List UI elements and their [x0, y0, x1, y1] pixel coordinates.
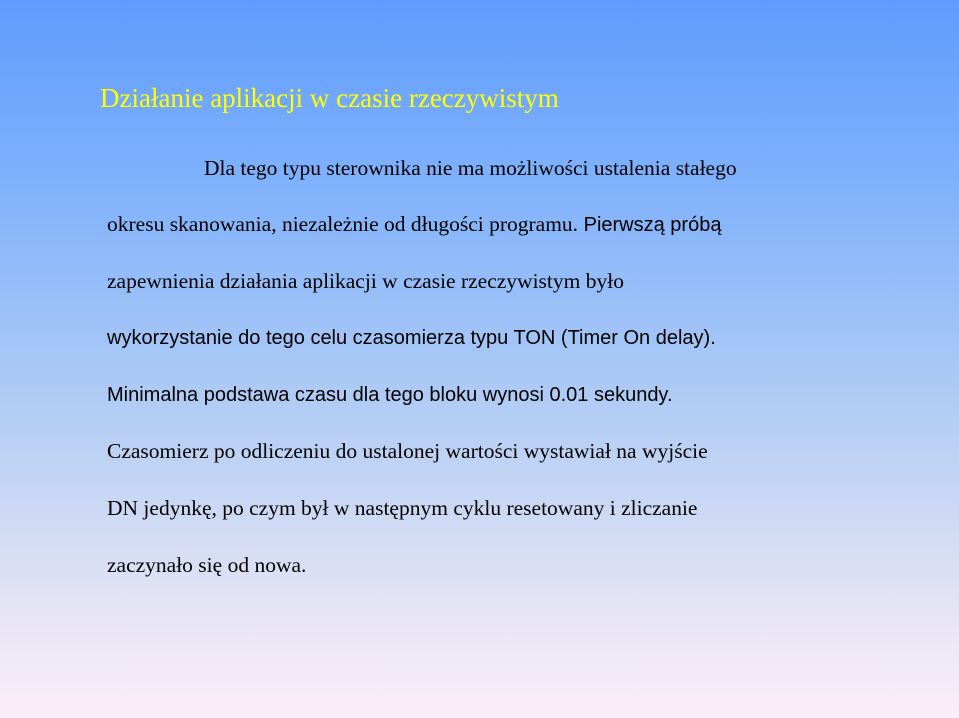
paragraph-line-7 [107, 494, 697, 522]
paragraph-line-1 [204, 154, 737, 182]
text-run: DN jedynkę, po czym był w następnym cyklu resetowany i zliczanie [107, 496, 698, 520]
text-run: okresu skanowania, niezależnie od długości programu. [107, 212, 579, 236]
text-run: zaczynało się od nowa. [107, 553, 307, 577]
paragraph-line-4 [107, 324, 716, 352]
paragraph-line-8 [107, 551, 306, 579]
text-run: zapewnienia działania aplikacji w czasie rzeczywistym było [107, 269, 624, 293]
slide-title: Działanie aplikacji w czasie rzeczywistym [100, 83, 559, 113]
text-run: Czasomierz po odliczeniu do ustalonej wartości wystawiał na wyjście [107, 439, 708, 463]
text-run: Minimalna podstawa czasu dla tego bloku wynosi 0.01 sekundy. [107, 384, 673, 406]
text-run: wykorzystanie do tego celu czasomierza typu TON (Timer On delay). [107, 327, 716, 349]
text-run: Dla tego typu sterownika nie ma możliwości ustalenia stałego [204, 156, 737, 180]
paragraph-line-5 [107, 381, 673, 409]
paragraph-line-6 [107, 437, 708, 465]
text-run: Pierwszą próbą [578, 214, 722, 236]
paragraph-line-2 [107, 210, 721, 239]
paragraph-line-3 [107, 267, 624, 295]
